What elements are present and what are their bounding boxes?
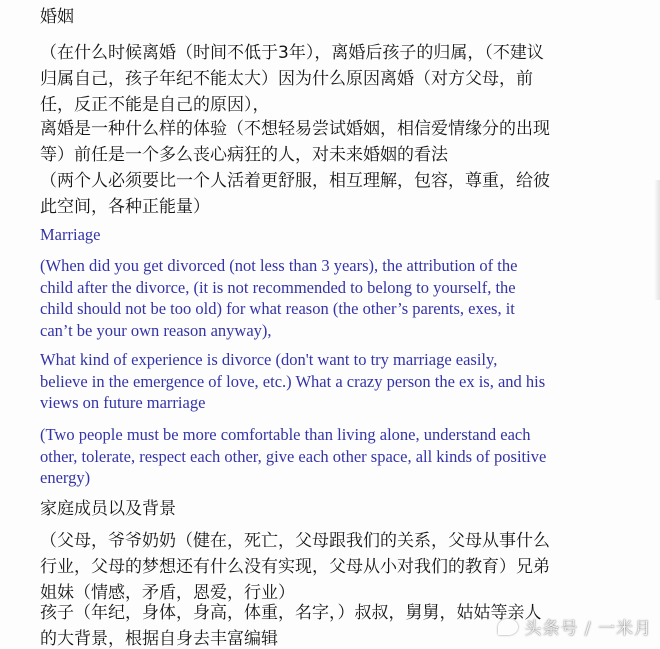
heading-marriage-en: Marriage	[40, 225, 101, 244]
paragraph-divorce-details-en	[40, 255, 640, 341]
paragraph-marriage-view-en	[40, 424, 640, 489]
text-line: 任，反正不能是自己的原因），	[40, 95, 270, 115]
watermark	[498, 614, 652, 639]
text-line: energy)	[40, 468, 91, 487]
text-line: believe in the emergence of love, etc.) What a crazy person the ex is, and his	[40, 371, 546, 391]
text-line: (Two people must be more comfortable than living alone, understand each	[40, 425, 531, 444]
heading-marriage-zh: 婚姻	[40, 7, 74, 27]
text-line: 的大背景，根据自身去丰富编辑	[40, 629, 278, 649]
text-line: 此空间，各种正能量）	[40, 197, 210, 217]
text-line: can’t be your own reason anyway),	[40, 320, 272, 340]
text-line: 归属自己，孩子年纪不能太大）因为什么原因离婚（对方父母，前	[40, 69, 533, 89]
paragraph-divorce-details-zh	[40, 40, 640, 118]
text-line: other, tolerate, respect each other, give each other space, all kinds of positive	[40, 446, 547, 466]
text-line: （两个人必须要比一个人活着更舒服，相互理解，包容，尊重，给彼	[40, 171, 550, 191]
text-line: （在什么时候离婚（时间不低于3年），离婚后孩子的归属，（不建议	[40, 43, 544, 63]
paragraph-parents-siblings-zh	[40, 528, 640, 606]
paragraph-divorce-experience-zh	[40, 116, 640, 168]
text-line: views on future marriage	[40, 393, 206, 412]
text-line: (When did you get divorced (not less than 3 years), the attribution of the	[40, 256, 518, 275]
text-line: What kind of experience is divorce (don't want to try marriage easily,	[40, 350, 498, 369]
text-line: 等）前任是一个多么丧心病狂的人，对未来婚姻的看法	[40, 145, 448, 165]
text-line: （父母，爷爷奶奶（健在，死亡，父母跟我们的关系，父母从事什么	[40, 531, 550, 551]
page-edge-shadow	[654, 180, 660, 300]
watermark-text: 头条号 / 一米月	[524, 619, 652, 639]
text-line: child after the divorce, (it is not recommended to belong to yourself, the	[40, 277, 516, 297]
watermark-logo-icon	[498, 619, 518, 635]
text-line: 行业，父母的梦想还有什么没有实现，父母从小对我们的教育）兄弟	[40, 557, 550, 577]
paragraph-marriage-view-zh	[40, 168, 640, 220]
text-line: child should not be too old) for what reason (the other’s parents, exes, it	[40, 299, 515, 318]
text-line: 姐妹（情感，矛盾，恩爱，行业）	[40, 583, 295, 603]
text-line: 孩子（年纪，身体，身高，体重，名字，）叔叔，舅舅，姑姑等亲人	[40, 603, 542, 623]
heading-family-zh: 家庭成员以及背景	[40, 499, 176, 519]
paragraph-divorce-experience-en	[40, 349, 640, 414]
text-line: 离婚是一种什么样的体验（不想轻易尝试婚姻，相信爱情缘分的出现	[40, 119, 550, 139]
